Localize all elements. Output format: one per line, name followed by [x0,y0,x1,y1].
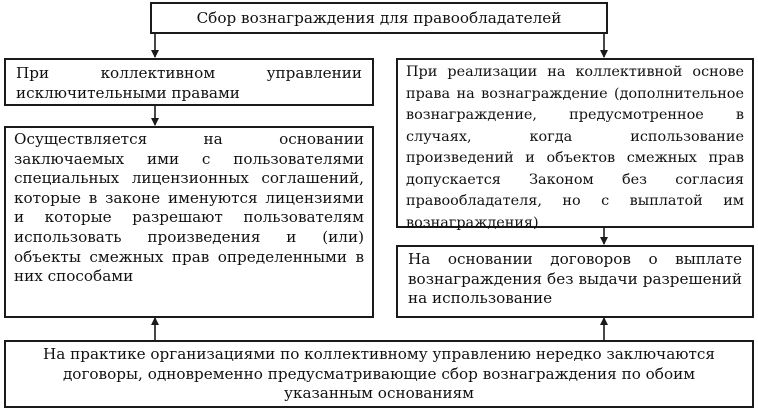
left-body-text: Осуществляется на основании заключаемых ими с пользователями специальных лицензионных соглашений, которые в законе именуются лицензиями и которые разрешают пользователям использовать произведения и (или) объекты смежных прав определенными в них способами [14,130,364,286]
bottom-box [4,340,754,408]
right-body-box [396,245,754,318]
left-body-box [4,126,374,318]
bottom-text: На практике организациями по коллективному управлению нередко заключаются договоры, одновременно предусматривающие сбор вознаграждения по обоим указанным основаниям [43,345,715,403]
left-header-text: При коллективном управлении исключительными правами [16,64,362,102]
top-title: Сбор вознаграждения для правообладателей [196,9,562,27]
right-header-box [396,58,754,231]
right-body-text: На основании договоров о выплате вознаграждения без выдачи разрешений на использование [408,250,742,308]
right-header-text: При реализации на коллективной основе права на вознаграждение (дополнительное вознаграждение, предусмотренное в случаях, когда использование произведений и объектов смежных прав допускается Законом без согласия правообладателя, но с выплатой им вознаграждения) [406,64,744,231]
top-box [150,2,608,34]
left-header-box [4,58,374,106]
